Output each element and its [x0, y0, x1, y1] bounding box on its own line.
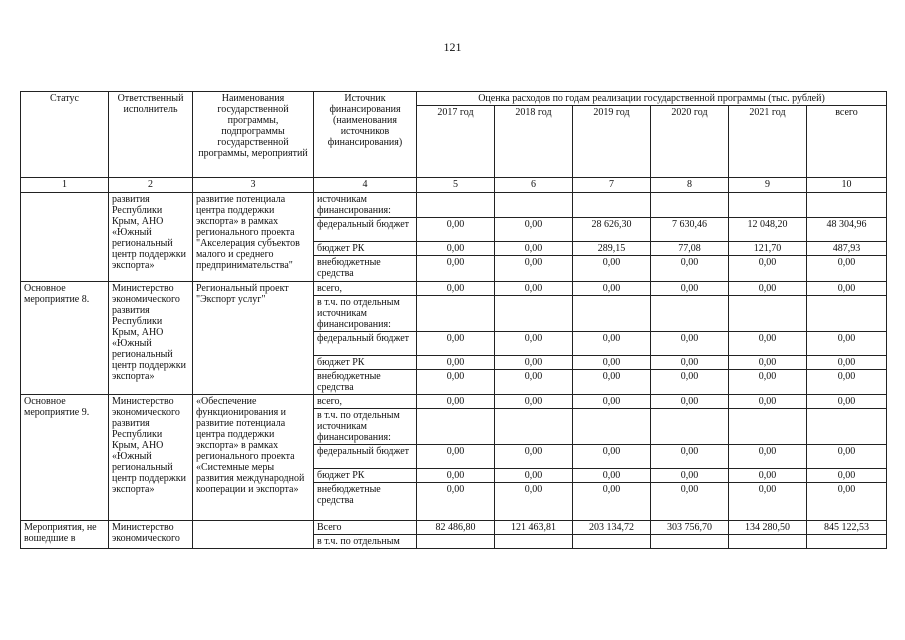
value-cell: 0,00 — [573, 356, 651, 370]
program-cell: «Обеспечение функционирования и развитие потенциала центра поддержки экспорта» в рамках регионального проекта «Системные меры развития международной кооперации и экспорта» — [193, 395, 314, 521]
value-cell — [417, 193, 495, 218]
value-cell: 0,00 — [651, 469, 729, 483]
value-cell — [651, 193, 729, 218]
executor-cell: Министерство экономического развития Республики Крым, АНО «Южный региональный центр поддержки экспорта» — [109, 282, 193, 395]
value-cell: 0,00 — [417, 332, 495, 356]
program-cell: развитие потенциала центра поддержки экспорта» в рамках регионального проекта "Акселерация субъектов малого и среднего предпринимательства" — [193, 193, 314, 282]
value-cell — [573, 409, 651, 445]
total-cell: 0,00 — [807, 282, 887, 296]
source-cell: в т.ч. по отдельным источникам финансирования: — [314, 296, 417, 332]
value-cell: 82 486,80 — [417, 521, 495, 535]
value-cell — [495, 535, 573, 549]
source-cell: всего, — [314, 282, 417, 296]
value-cell: 121,70 — [729, 242, 807, 256]
value-cell — [651, 296, 729, 332]
column-number: 4 — [314, 178, 417, 193]
value-cell: 0,00 — [495, 282, 573, 296]
value-cell: 77,08 — [651, 242, 729, 256]
total-cell: 0,00 — [807, 356, 887, 370]
source-cell: бюджет РК — [314, 469, 417, 483]
value-cell: 0,00 — [495, 218, 573, 242]
source-cell: всего, — [314, 395, 417, 409]
value-cell: 0,00 — [495, 395, 573, 409]
page-number: 121 — [443, 40, 462, 54]
value-cell — [729, 409, 807, 445]
value-cell: 0,00 — [495, 370, 573, 395]
source-cell: бюджет РК — [314, 356, 417, 370]
value-cell: 12 048,20 — [729, 218, 807, 242]
value-cell: 0,00 — [651, 332, 729, 356]
value-cell: 0,00 — [573, 445, 651, 469]
source-cell: источникам финансирования: — [314, 193, 417, 218]
value-cell — [729, 535, 807, 549]
value-cell: 28 626,30 — [573, 218, 651, 242]
total-cell: 0,00 — [807, 445, 887, 469]
header-year-2021: 2021 год — [729, 106, 807, 178]
value-cell: 0,00 — [729, 356, 807, 370]
total-cell: 0,00 — [807, 483, 887, 521]
value-cell: 0,00 — [417, 483, 495, 521]
value-cell: 0,00 — [417, 242, 495, 256]
executor-cell: Министерство экономического развития Республики Крым, АНО «Южный региональный центр поддержки экспорта» — [109, 395, 193, 521]
header-executor: Ответственный исполнитель — [109, 92, 193, 178]
budget-table — [20, 91, 887, 549]
value-cell: 0,00 — [495, 242, 573, 256]
column-number: 8 — [651, 178, 729, 193]
status-cell: Мероприятия, не вошедшие в — [21, 521, 109, 549]
value-cell: 0,00 — [729, 483, 807, 521]
value-cell: 0,00 — [573, 282, 651, 296]
header-year-2019: 2019 год — [573, 106, 651, 178]
total-cell — [807, 535, 887, 549]
value-cell: 0,00 — [651, 256, 729, 282]
table-row — [21, 193, 887, 218]
value-cell — [729, 193, 807, 218]
value-cell: 0,00 — [495, 332, 573, 356]
value-cell — [651, 535, 729, 549]
status-cell: Основное мероприятие 9. — [21, 395, 109, 521]
value-cell: 0,00 — [495, 469, 573, 483]
column-number: 1 — [21, 178, 109, 193]
value-cell: 203 134,72 — [573, 521, 651, 535]
value-cell: 0,00 — [573, 483, 651, 521]
value-cell: 0,00 — [573, 256, 651, 282]
value-cell — [573, 193, 651, 218]
header-estimate: Оценка расходов по годам реализации государственной программы (тыс. рублей) — [417, 92, 887, 106]
source-cell: внебюджетные средства — [314, 370, 417, 395]
status-cell — [21, 193, 109, 282]
total-cell — [807, 409, 887, 445]
value-cell — [573, 535, 651, 549]
value-cell: 0,00 — [729, 395, 807, 409]
value-cell: 0,00 — [651, 483, 729, 521]
value-cell: 0,00 — [417, 469, 495, 483]
total-cell — [807, 296, 887, 332]
value-cell: 0,00 — [651, 282, 729, 296]
value-cell: 0,00 — [651, 395, 729, 409]
value-cell: 289,15 — [573, 242, 651, 256]
source-cell: Всего — [314, 521, 417, 535]
value-cell: 0,00 — [573, 469, 651, 483]
source-cell: в т.ч. по отдельным — [314, 535, 417, 549]
header-program: Наименования государственной программы, подпрограммы государственной программы, мероприятий — [193, 92, 314, 178]
header-source: Источник финансирования (наименования источников финансирования) — [314, 92, 417, 178]
executor-cell: Министерство экономического — [109, 521, 193, 549]
value-cell: 0,00 — [729, 445, 807, 469]
value-cell — [495, 296, 573, 332]
value-cell — [417, 296, 495, 332]
value-cell — [729, 296, 807, 332]
value-cell: 0,00 — [495, 483, 573, 521]
value-cell: 0,00 — [495, 356, 573, 370]
value-cell: 0,00 — [495, 445, 573, 469]
table-row — [21, 282, 887, 296]
value-cell: 0,00 — [729, 370, 807, 395]
value-cell: 134 280,50 — [729, 521, 807, 535]
value-cell: 7 630,46 — [651, 218, 729, 242]
value-cell: 0,00 — [729, 332, 807, 356]
source-cell: внебюджетные средства — [314, 483, 417, 521]
table-row — [21, 395, 887, 409]
header-year-2018: 2018 год — [495, 106, 573, 178]
value-cell: 0,00 — [651, 370, 729, 395]
program-cell — [193, 521, 314, 549]
column-number: 5 — [417, 178, 495, 193]
value-cell — [495, 409, 573, 445]
header-total: всего — [807, 106, 887, 178]
program-cell: Региональный проект "Экспорт услуг" — [193, 282, 314, 395]
source-cell: федеральный бюджет — [314, 218, 417, 242]
column-number: 3 — [193, 178, 314, 193]
value-cell: 0,00 — [417, 395, 495, 409]
header-year-2017: 2017 год — [417, 106, 495, 178]
value-cell: 0,00 — [573, 395, 651, 409]
value-cell: 0,00 — [573, 370, 651, 395]
value-cell: 0,00 — [417, 356, 495, 370]
value-cell: 0,00 — [417, 282, 495, 296]
column-number: 9 — [729, 178, 807, 193]
value-cell — [417, 409, 495, 445]
source-cell: в т.ч. по отдельным источникам финансирования: — [314, 409, 417, 445]
column-number: 2 — [109, 178, 193, 193]
total-cell — [807, 193, 887, 218]
value-cell: 0,00 — [729, 469, 807, 483]
header-status: Статус — [21, 92, 109, 178]
source-cell: федеральный бюджет — [314, 332, 417, 356]
value-cell: 303 756,70 — [651, 521, 729, 535]
value-cell: 0,00 — [729, 282, 807, 296]
value-cell: 0,00 — [573, 332, 651, 356]
total-cell: 0,00 — [807, 469, 887, 483]
column-number: 10 — [807, 178, 887, 193]
value-cell: 0,00 — [417, 445, 495, 469]
total-cell: 0,00 — [807, 332, 887, 356]
total-cell: 48 304,96 — [807, 218, 887, 242]
column-number: 7 — [573, 178, 651, 193]
value-cell: 0,00 — [651, 445, 729, 469]
column-number-row — [21, 178, 887, 193]
value-cell — [651, 409, 729, 445]
executor-cell: развития Республики Крым, АНО «Южный региональный центр поддержки экспорта» — [109, 193, 193, 282]
status-cell: Основное мероприятие 8. — [21, 282, 109, 395]
value-cell — [495, 193, 573, 218]
source-cell: федеральный бюджет — [314, 445, 417, 469]
value-cell — [417, 535, 495, 549]
value-cell: 0,00 — [417, 370, 495, 395]
header-year-2020: 2020 год — [651, 106, 729, 178]
source-cell: внебюджетные средства — [314, 256, 417, 282]
value-cell: 0,00 — [729, 256, 807, 282]
total-cell: 0,00 — [807, 395, 887, 409]
table-row — [21, 521, 887, 535]
total-cell: 845 122,53 — [807, 521, 887, 535]
source-cell: бюджет РК — [314, 242, 417, 256]
total-cell: 487,93 — [807, 242, 887, 256]
column-number: 6 — [495, 178, 573, 193]
total-cell: 0,00 — [807, 370, 887, 395]
value-cell — [573, 296, 651, 332]
value-cell: 0,00 — [495, 256, 573, 282]
total-cell: 0,00 — [807, 256, 887, 282]
value-cell: 0,00 — [417, 218, 495, 242]
value-cell: 121 463,81 — [495, 521, 573, 535]
value-cell: 0,00 — [651, 356, 729, 370]
value-cell: 0,00 — [417, 256, 495, 282]
